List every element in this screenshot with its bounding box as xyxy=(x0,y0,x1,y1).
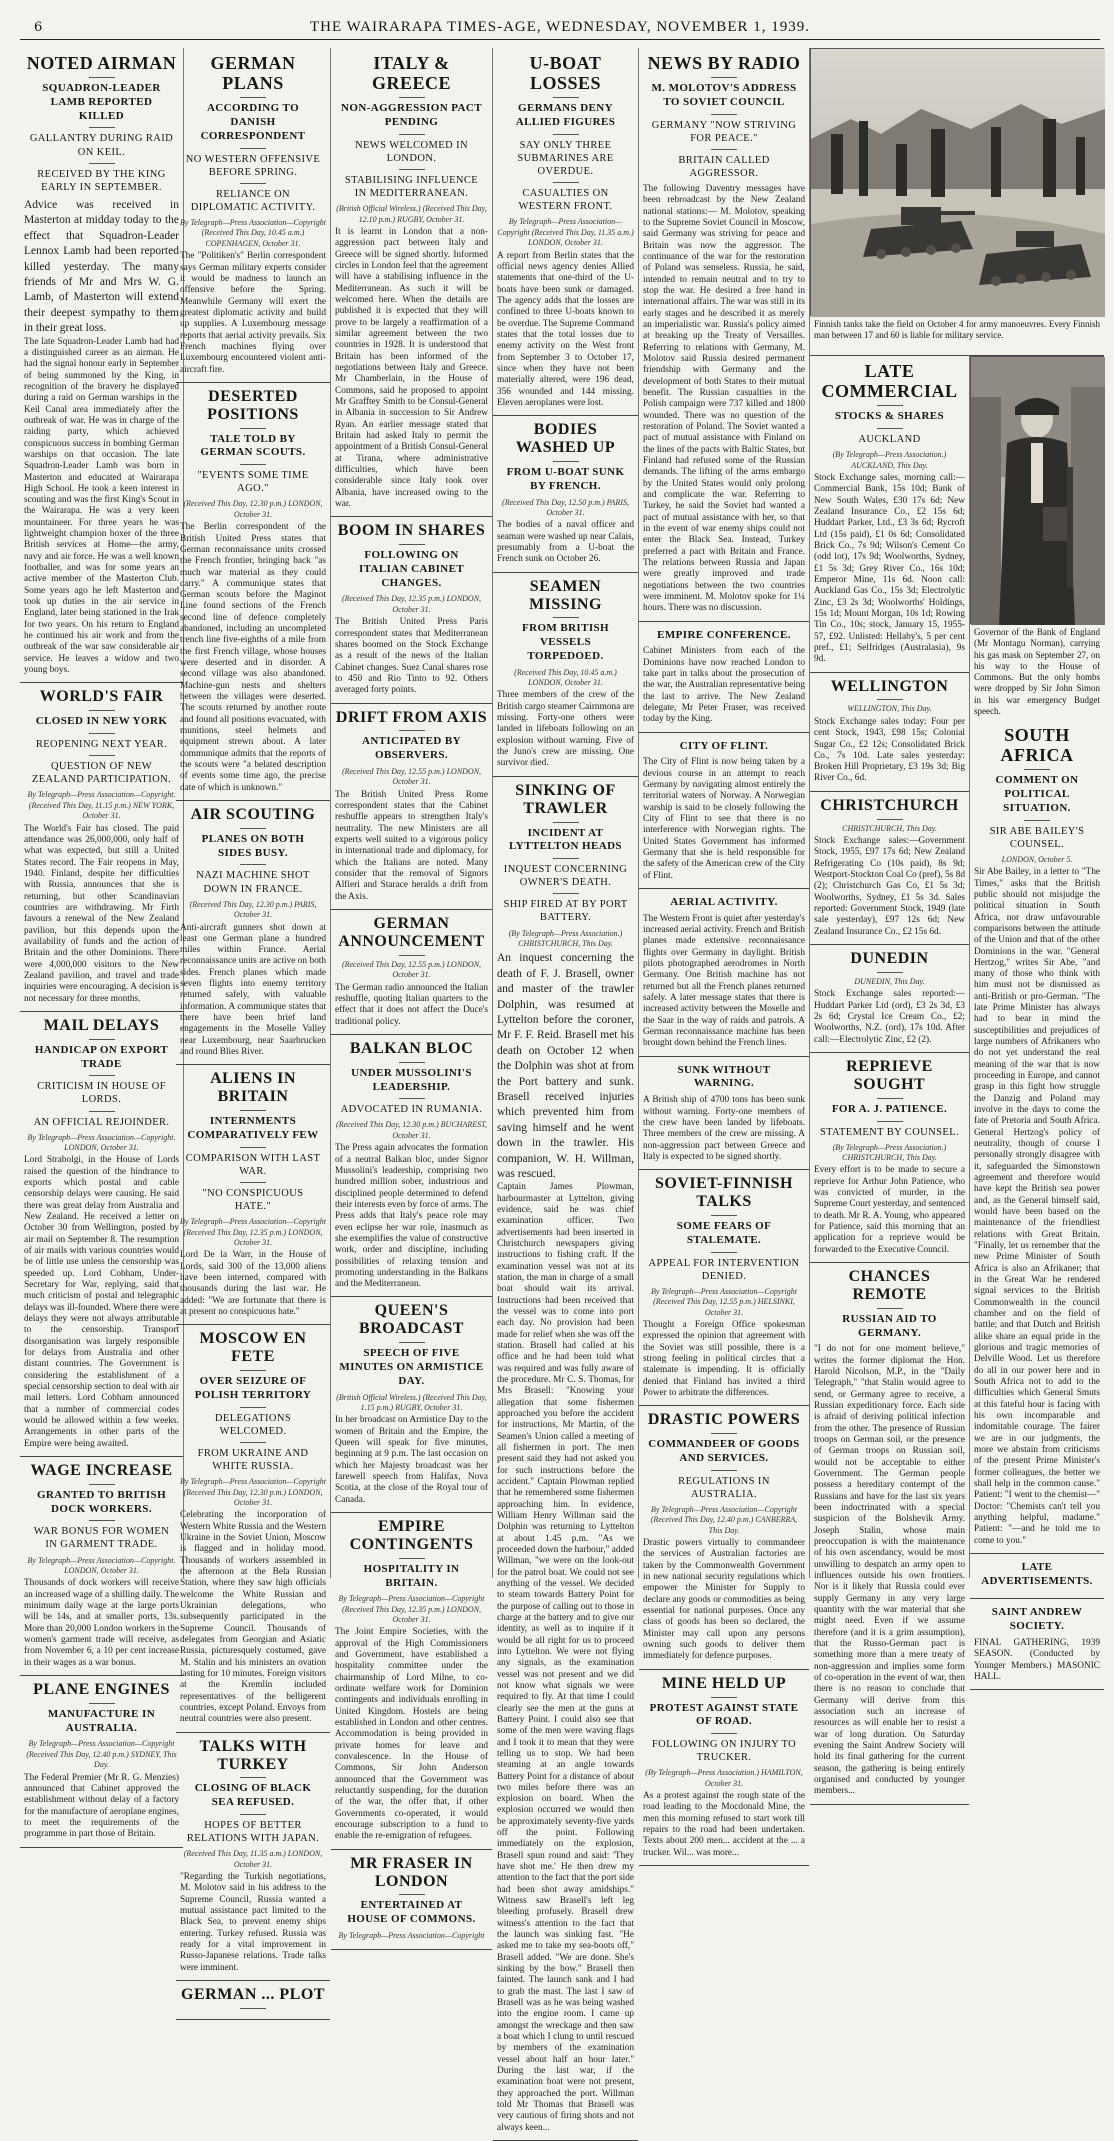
article-subheading: FOLLOWING ON ITALIAN CABINET CHANGES. xyxy=(358,549,465,589)
article xyxy=(20,1012,183,1457)
subhead-rule xyxy=(240,183,266,184)
article-headline: CHRISTCHURCH xyxy=(820,796,959,814)
article-body: Sir Abe Bailey, in a letter to "The Times," asks that the British public should not misjudge the political situation in South Africa, nor draw unfavourable comparisons between the attitude of the Union and that of the other Dominions in the war. "General Hertzog," writes Sir Abe, "and many of those who think with him must not be dismissed as anti-British or pro-German. "The late Prime Minister has always had to bear in mind the susceptibilities and prejudices of large numbers of Afrikaners who do not yet understand the real meaning of the war that is now proceeding in Europe, and cannot grasp in this fight how struggle the Danzig and Poland may involve in the days to come the fate of Pretoria and South Africa. General Hertzog's policy of neutrality, though of course I personally strongly disagree with it, safeguarded the Simonstown agreement and therefore would have kept the British sea power and, as the General himself said, would have been based on the maintenance of the friendliest relations with Great Britain. "Finally, let us remember that the new Prime Minister of South Africa is also an Afrikaner; that in the Great War he rendered signal services to the British Commonwealth in the council chamber and on the field of battle; and that Dutch and British alike share an equal pride in the glorious and tragic memories of Delville Wood. Let us therefore do all in our power here and in South Africa not to add to the difficulties which General Smuts at this fateful hour is facing with his own incomparable and indomitable courage. The fairer we are in our judgments, the more we abstain from criticisms of the present Prime Minister's former colleagues, the better we shall help in the common cause." Patient: "I went to the chemist—" Doctor: "Chemists can't tell you anything helpful, madame." Patient: "—and he told me to come to you." xyxy=(974,867,1100,1546)
article xyxy=(493,573,638,777)
article-subheading: COMMENT ON POLITICAL SITUATION. xyxy=(995,774,1079,814)
article xyxy=(176,383,330,801)
article xyxy=(639,1670,809,1866)
article-subheading: HANDICAP ON EXPORT TRADE xyxy=(34,1043,169,1070)
headline-rule xyxy=(399,1894,425,1895)
article-subheading: NO WESTERN OFFENSIVE BEFORE SPRING. xyxy=(185,153,321,178)
article-subheading: INQUEST CONCERNING OWNER'S DEATH. xyxy=(503,864,628,889)
subhead-rule xyxy=(89,1075,115,1076)
article-subheading: "EVENTS SOME TIME AGO." xyxy=(197,470,309,495)
article-subheading: CRITICISM IN HOUSE OF LORDS. xyxy=(37,1081,166,1106)
article-headline: AIR SCOUTING xyxy=(190,806,316,824)
article-subheading: "NO CONSPICUOUS HATE." xyxy=(202,1188,304,1213)
article xyxy=(493,48,638,416)
article-body: Every effort is to be made to secure a reprieve for Arthur John Patience, who was convicted of murder, in the Supreme Court yesterday, and sentenced to death. Mr R. A. Young, who appeared for Patience, said this morning that an application for a reprieve would be forwarded to the Executive Council. xyxy=(814,1165,965,1255)
article-subheading: FROM U-BOAT SUNK BY FRENCH. xyxy=(506,466,625,492)
article-headline: EMPIRE CONTINGENTS xyxy=(349,1517,474,1553)
article xyxy=(331,48,492,517)
article xyxy=(176,1065,330,1325)
headline-rule xyxy=(240,97,266,98)
masthead xyxy=(20,14,1100,40)
subhead-rule xyxy=(89,733,115,734)
subhead-rule xyxy=(711,114,737,115)
article-dateline: By Telegraph—Press Association—Copyright (Received This Day, 12.35 p.m.) LONDON, October 31. xyxy=(180,1217,326,1248)
montagu-norman-caption: Governor of the Bank of England (Mr Montagu Norman), carrying his gas mask on September 27, on his way to the House of Commons. But the only bombs were dropped by Sir John Simon in his war emergency Budget speech. xyxy=(974,627,1100,716)
article-subheading: STATEMENT BY COUNSEL. xyxy=(819,1126,960,1138)
headline-rule xyxy=(89,1703,115,1704)
article-headline: CHANCES REMOTE xyxy=(848,1268,931,1303)
subhead-rule xyxy=(89,755,115,756)
subhead-rule xyxy=(240,464,266,465)
article-headline: ALIENS IN BRITAIN xyxy=(210,1070,296,1106)
article-subheading: SIR ABE BAILEY'S COUNSEL. xyxy=(989,825,1085,850)
montagu-norman-photo xyxy=(970,356,1104,624)
subhead-rule xyxy=(89,127,115,128)
article-body: Thought a Foreign Office spokesman expressed the opinion that agreement with the Soviet was still possible, there is a strong feeling in political circles that a stalemate is impending. It is officially denied that Finland has invited a third Power to arbitrate the differences. xyxy=(643,1319,805,1398)
article xyxy=(176,48,330,383)
subhead-rule xyxy=(877,428,903,429)
column-3 xyxy=(331,48,493,1940)
column-7 xyxy=(970,355,1104,1682)
article-dateline: (Received This Day, 12.50 p.m.) PARIS, October 31. xyxy=(502,497,629,517)
article xyxy=(639,1057,809,1170)
article-subheading: INTERNMENTS COMPARATIVELY FEW xyxy=(187,1115,319,1141)
article xyxy=(970,1599,1104,1690)
article-subheading: SAY ONLY THREE SUBMARINES ARE OVERDUE. xyxy=(517,139,614,178)
headline-rule xyxy=(877,699,903,700)
article-body: Lord Strabolgi, in the House of Lords raised the question of the hindrance to exports which postal and cable censorship delays were causing. He said there was great delay from Australia and New Zealand. He received a letter on October 30 from Wellington, posted by air mail on September 8. The resumption of air mails with various countries would be of little use unless the censorship was speeded up. Lord Cobham, Under-Secretary for War, replying, said that much criticism of postal and telegraphic delays was ill-founded. Where there were delays they were not always attributable to the censorship. Transport disorganisation was largely responsible for delays from Australia and other distant countries. The Government is considering the establishment of a special censorship section to deal with air mail letters. Lord Cobham announced that a number of commercial codes would be allowed within a few weeks. Arrangements in other parts of the Empire were being awaited. xyxy=(24,1155,179,1449)
article-subheading: ADVOCATED IN RUMANIA. xyxy=(340,1104,483,1116)
article-headline: SOVIET-FINNISH TALKS xyxy=(654,1175,793,1211)
article-headline: SEAMEN MISSING xyxy=(529,577,602,613)
article-dateline: (Received This Day, 12.30 p.m.) LONDON, October 31. xyxy=(183,499,323,519)
article xyxy=(331,1035,492,1298)
article-headline: MOSCOW EN FETE xyxy=(199,1330,307,1366)
finnish-tanks-image xyxy=(811,49,1105,317)
headline-rule xyxy=(553,97,579,98)
headline-rule xyxy=(240,828,266,829)
article-body: The City of Flint is now being taken by a devious course in an attempt to reach Germany by navigating almost entirely the territorial waters of Norway. A Norwegian warship is said to be closely following the City of Flint to see that there is no interference with Norwegian rights. The United States Government has informed Germany that she is held responsible for the safety of the American crew of the City of Flint. xyxy=(643,757,805,881)
article-subheading: REGULATIONS IN AUSTRALIA. xyxy=(678,1475,770,1500)
article xyxy=(331,1850,492,1951)
article-body: The Western Front is quiet after yesterday's increased aerial activity. French and British planes made extensive reconnaissance flights over Germany in daylight. British pilots photographed aerodromes in North Germany. One British machine has not returned but all the French planes returned safely. A later message states that there is increased activity between the Moselle and the Saar in the way of raids and patrols. A German reconnaissance machine has been brought down behind the French lines. xyxy=(643,913,805,1049)
article-subheading: CLOSED IN NEW YORK xyxy=(35,715,168,728)
article-dateline: By Telegraph—Press Association—Copyright (Received This Day, 12.35 p.m.) LONDON, October 31. xyxy=(338,1594,485,1625)
article-headline: NOTED AIRMAN xyxy=(26,53,177,73)
page-number: 6 xyxy=(34,20,43,35)
article-headline: DRIFT FROM AXIS xyxy=(335,708,488,726)
article-dateline: By Telegraph—Press Association—Copyright (Received This Day, 12.40 p.m.) CANBERRA, This Day. xyxy=(650,1504,798,1535)
article xyxy=(176,1733,330,1981)
article-body: FINAL GATHERING, 1939 SEASON. (Conducted by Younger Members.) MASONIC HALL. xyxy=(974,1637,1100,1682)
article-subheading: GERMANY "NOW STRIVING FOR PEACE." xyxy=(651,119,797,144)
subhead-rule xyxy=(89,1520,115,1521)
article-subheading: SHIP FIRED AT BY PORT BATTERY. xyxy=(503,899,628,924)
article-subheading: PLANES ON BOTH SIDES BUSY. xyxy=(201,832,305,859)
article-body: Cabinet Ministers from each of the Dominions have now reached London to take part in talks about the prosecution of the war, the Australian representative being the last to arrive. The New Zealand delegate, Mr Peter Fraser, was received today by the King. xyxy=(643,646,805,725)
article-subheading: COMPARISON WITH LAST WAR. xyxy=(185,1152,321,1177)
article-subheading: STOCKS & SHARES xyxy=(834,410,945,423)
article xyxy=(810,1053,969,1263)
article-subheading: CASUALTIES ON WESTERN FRONT. xyxy=(518,188,613,213)
article xyxy=(493,777,638,2141)
top-photo-block xyxy=(810,48,1104,354)
article-dateline: By Telegraph—Press Association—Copyright xyxy=(338,1930,485,1940)
subhead-rule xyxy=(240,1182,266,1183)
article-subheading: FOR A. J. PATIENCE. xyxy=(831,1102,948,1115)
article-body: In her broadcast on Armistice Day to the women of Britain and the Empire, the Queen will speak for five minutes, beginning at 9 p.m. The last occasion on which her Majesty broadcast was her farewell speech from Halifax, Nova Scotia, at the close of the Royal tour of Canada. xyxy=(335,1415,488,1505)
headline-rule xyxy=(711,77,737,78)
headline-rule xyxy=(553,617,579,618)
article-body: The late Squadron-Leader Lamb had had a distinguished career as an airman. He had the signal honour early in September of being summoned by the King, in recognition of the bravery he displayed during a raid on German warships in the Keil Canal area immediately after the outbreak of war. He was in charge of the raiding party, which achieved conspicuous success in bombing German warships on that occasion. The late Squadron-Leader Lamb was born in Masterton and educated at Wairarapa High School. He took a keen interest in scouting and was the first King's Scout in the Wairarapa. He was a very keen mountaineer. For three years he was lightweight champion boxer of the three British services at Home—the army, navy and air force. He was a well known footballer, and was for some years an active member of the Masterton Club. Some years ago he left Masterton and took up duties in the air service in England, later being stationed in the Irak for two years. On his return to England he continued his air work and from the outbreak of the war saw considerable air service. He leaves a widow and two young boys. xyxy=(24,336,179,676)
headline-rule xyxy=(877,972,903,973)
article xyxy=(970,1554,1104,1600)
article-body: The British United Press Paris correspondent states that Mediterranean shares boomed on the Stock Exchange as a result of the news of the Italian Cabinet changes. Suez Canal shares rose to 450 and Rio Tinto to 92. Others averaged forty points. xyxy=(335,617,488,696)
article-dateline: (Received This Day, 12.55 p.m.) LONDON, October 31. xyxy=(341,959,482,980)
article-subheading: SUNK WITHOUT WARNING. xyxy=(677,1063,771,1090)
article-body: The World's Fair has closed. The paid attendance was 26,000,000, only half of what was expected, but still a United States record. The Fair reopens in May, 1940. Finland, despite her difficulties with Russia, announces that she is returning, but other Scandinavian countries are withdrawing. Mr Firth favours a renewal of the New Zealand pavilion, but this depends upon the availability of funds and the action of Britain and the other Dominions. There were 4,000,000 visitors to the New Zealand pavilion, and travel and trade inquiries were encouraging. A decision is not necessary for three months. xyxy=(24,823,179,1004)
subhead-rule xyxy=(553,858,579,859)
article-subheading: AERIAL ACTIVITY. xyxy=(670,896,778,909)
article xyxy=(493,416,638,572)
article-body: The following Daventry messages have been rebroadcast by the New Zealand national stations:— M. Molotov, speaking to the Supreme Soviet Council in Moscow, said Germany was striving for peace and Britain was now the aggressor. The continuance of the war for the restoration of Poland was senseless. Russia, he said, intended to remain neutral and to try to stop the war. He desired a free hand in international affairs. The war was still in its early stages and he described it as merely an imperialistic war. Russia's policy aimed at breaking up the Treaty of Versailles. Referring to relations with Germany, M. Molotov said Russia desired permanent friendship with Germany and the development of both States to their mutual benefit. The Russian casualties in the Polish campaign were 737 killed and 1800 wounded. There was no question of the restoration of Poland. The Soviet wanted a pact of mutual assistance with Finland on the lines of the pacts with Baltic States, but Finland had refused some of the Russian demands. The lifting of the arms embargo by the United States would only prolong and complicate the war. Referring to Turkey, he said the Soviet had wanted a pact of mutual assistance with her, so that in the event of war enemy ships could not enter the Black Sea. Instead, Turkey preferred a pact with Britain and France. The relations between Russia and Japan were greatly improved and trade negotiations between the two countries were imminent. M. Molotov spoke for 1¼ hours. There was no discussion. xyxy=(643,184,805,614)
article-body: Thousands of dock workers will receive an increased wage of a shilling daily. The minimum daily wage at the large ports will be 14s, and at smaller ports, 13s. More than 20,000 London workers in the women's garment trade will receive, as from November 6, a 10 per cent increase in their wages as a war bonus. xyxy=(24,1578,179,1668)
article-headline: QUEEN'S BROADCAST xyxy=(359,1302,464,1338)
headline-rule xyxy=(240,1370,266,1371)
article-dateline: By Telegraph—Press Association—Copyright (Received This Day, 10.45 a.m.) COPENHAGEN, October 31. xyxy=(180,218,326,248)
subhead-rule xyxy=(399,1098,425,1099)
finnish-tanks-photo xyxy=(810,48,1104,316)
article xyxy=(639,1170,809,1406)
article-subheading: RELIANCE ON DIPLOMATIC ACTIVITY. xyxy=(190,188,316,213)
headline-rule xyxy=(877,405,903,406)
subhead-rule xyxy=(877,1121,903,1122)
article-body: A British ship of 4700 tons has been sunk without warning. Forty-one members of the crew have been landed by lifeboats. Three members of the crew are missing. A non-aggression pact between Greece and Italy is expected to be signed shortly. xyxy=(643,1095,805,1162)
article-dateline: (Received This Day, 10.45 a.m.) LONDON, October 31. xyxy=(514,667,617,688)
article-subheading: AN OFFICIAL REJOINDER. xyxy=(33,1116,170,1128)
article-body: The Press again advocates the formation of a neutral Balkan bloc, under Signor Mussolini's leadership, comprising two hundred million sober, industrious and disciplined people determined to defend their interests even by force of arms. The Press adds that Italy's peace role may even eclipse her war role, inasmuch as she exemplifies the value of constructive work, order and discipline, including possibilities of relaxing tension and promoting understanding in the Balkans and the Mediterranean. xyxy=(335,1143,488,1290)
article-lead: Advice was received in Masterton at midday today to the effect that Squadron-Leader Lennox Lamb had been reported killed yesterday. The many friends of Mr and Mrs W. G. Lamb, of Masterton will extend their deepest sympathy to them in their great loss. xyxy=(24,198,179,335)
article-dateline: CHRISTCHURCH, This Day. xyxy=(842,823,937,833)
article-subheading: CLOSING OF BLACK SEA REFUSED. xyxy=(194,1782,312,1809)
article xyxy=(970,720,1104,1554)
column-6 xyxy=(810,355,970,1797)
article-subheading: CITY OF FLINT. xyxy=(679,739,769,752)
article-headline: NEWS BY RADIO xyxy=(647,53,801,73)
article-headline: GERMAN ... PLOT xyxy=(181,1985,325,2003)
article-subheading: MANUFACTURE IN AUSTRALIA. xyxy=(47,1707,156,1734)
article-dateline: (British Official Wireless.) (Received This Day, 1.15 p.m.) RUGBY, October 31. xyxy=(336,1392,487,1412)
article-body: Stock Exchange sales today: Four per cent Stock, 1943, £98 15s; Colonial Sugar Co., £2 12s; Consolidated Brick Co., 7s 10d. Late sales yesterday: Broken Hill Proprietary, £3 19s 3d; Big River Co., 6d. xyxy=(814,716,965,784)
article-dateline: By Telegraph—Press Association—Copyright. LONDON, October 31. xyxy=(27,1132,176,1153)
article-headline: WELLINGTON xyxy=(830,677,949,695)
subhead-rule xyxy=(240,1407,266,1408)
article-dateline: DUNEDIN, This Day. xyxy=(854,976,925,986)
headline-rule xyxy=(240,2008,266,2009)
article-body: Stock Exchange sales:—Government Stock, 1955, £97 17s 6d; New Zealand Refrigerating Co (10s paid), 8s 9d; Westport-Stockton Coal Co (pref), 5s 8d (2); Christchurch Gas Co, £1 5s 3d; Woolworths, Sydney, £1 5s 3d. Sales reported: Government Stock, 1949 (late sale yesterday), £97 12s 6d; New Zealand Insurance Co., £2 15s 6d. xyxy=(814,836,965,937)
article-dateline: By Telegraph—Press Association—Copyright. LONDON, October 31. xyxy=(27,1555,176,1575)
article-subheading: FROM BRITISH VESSELS TORPEDOED. xyxy=(521,622,609,662)
article-body: Stock Exchange sales reported:—Huddart Parker Ltd (ord), £3 2s 3d, £3 2s 6d; Crystal Ice Cream Co., £2; Woolworths, N.Z. (ord), 17s 10d. After call:—Electrolytic Zinc, £2 (2). xyxy=(814,989,965,1045)
article-subheading: M. MOLOTOV'S ADDRESS TO SOVIET COUNCIL xyxy=(651,82,797,108)
subhead-rule xyxy=(553,182,579,183)
article xyxy=(331,1513,492,1850)
article-headline: DESERTED POSITIONS xyxy=(207,387,299,423)
article-headline: SINKING OF TRAWLER xyxy=(515,781,616,817)
article-subheading: DELEGATIONS WELCOMED. xyxy=(214,1412,292,1437)
article-dateline: (By Telegraph—Press Association.) AUCKLAND, This Day. xyxy=(832,450,947,470)
article-headline: BODIES WASHED UP xyxy=(515,421,616,457)
article-subheading: HOSPITALITY IN BRITAIN. xyxy=(363,1562,460,1589)
column-2 xyxy=(176,48,331,2003)
subhead-rule xyxy=(399,169,425,170)
article-subheading: RECEIVED BY THE KING EARLY IN SEPTEMBER. xyxy=(37,168,166,193)
article-headline: U-BOAT LOSSES xyxy=(529,53,602,94)
subhead-rule xyxy=(240,148,266,149)
article-dateline: By Telegraph—Press Association—Copyright (Received This Day, 12.30 p.m.) LONDON, October 31. xyxy=(180,1477,326,1507)
article-body: The "Politiken's" Berlin correspondent says German military experts consider it would be madness to launch an offensive before the Spring. Meanwhile Germany will exert the greatest diplomatic activity and build up supplies. A Luxembourg message reports that aerial activity prevails. Six French machines flying over Luxembourg encountered violent anti-aircraft fire. xyxy=(180,251,326,375)
article-headline: DRASTIC POWERS xyxy=(647,1411,801,1429)
headline-rule xyxy=(399,544,425,545)
article-headline: WORLD'S FAIR xyxy=(39,688,164,706)
headline-rule xyxy=(399,1558,425,1559)
article-headline: GERMAN ANNOUNCEMENT xyxy=(338,915,485,950)
article xyxy=(810,792,969,945)
subhead-rule xyxy=(240,864,266,865)
article-subheading: SPEECH OF FIVE MINUTES ON ARMISTICE DAY. xyxy=(339,1347,484,1387)
article xyxy=(331,1297,492,1512)
article-body: The bodies of a naval officer and seaman were washed up near Calais, presumably from a U-boat the French sunk on October 26. xyxy=(497,520,634,565)
article-body: As a protest against the rough state of the road leading to the Mocdonald Mine, the men this morning refused to start work till repairs to the road had been undertaken. Texts about 200 men... accident at the ... a trucker. Wil... was more... xyxy=(643,1791,805,1858)
subhead-rule xyxy=(711,1733,737,1734)
article xyxy=(639,733,809,889)
column-1 xyxy=(20,48,184,1840)
article-body: It is learnt in London that a non-aggression pact between Italy and Greece will be signed shortly. Informed circles in London feel that the agreement will have a stabilising influence in the Mediterranean. As such it will be welcomed here. When the details are published it is expected that they will prove to be largely a reaffirmation of a similar agreement between the two countries in 1928. It is understood that Britain has been informed of the negotiations between Italy and Greece. Mr Chamberlain, in the House of Commons, said he proposed to appoint Mr Grafftey Smith to be Consul-General in Albania in succession to Sir Andrew Ryan. An earlier message stated that Britain had asked Italy to permit the appointment of a British Consul-General at Tirana, where administrative difficulties, which have been considerable since Italy took over Albania, have increased owing to the war. xyxy=(335,227,488,509)
headline-rule xyxy=(877,1308,903,1309)
article xyxy=(20,1676,183,1848)
article-subheading: ENTERTAINED AT HOUSE OF COMMONS. xyxy=(347,1899,476,1926)
subhead-rule xyxy=(89,1111,115,1112)
headline-rule xyxy=(89,77,115,78)
headline-rule xyxy=(240,428,266,429)
article-headline: ITALY & GREECE xyxy=(371,53,452,94)
article-subheading: QUESTION OF NEW ZEALAND PARTICIPATION. xyxy=(31,761,172,786)
article-body: A report from Berlin states that the official news agency denies Allied statements that one-third of the U-boats have been sunk or damaged. The agency adds that the losses are confined to three U-boats known to be overdue. The Supreme Command states that the total losses due to enemy activity on the West front from September 3 to October 17, since when they have not been materially altered, were 196 dead, 356 wounded and 144 missing. Eleven aeroplanes were lost. xyxy=(497,250,634,408)
article-subheading: INCIDENT AT LYTTELTON HEADS xyxy=(509,826,622,853)
subhead-rule xyxy=(89,163,115,164)
article xyxy=(331,704,492,910)
column-5 xyxy=(639,48,810,1858)
article-body: The Federal Premier (Mr R. G. Menzies) announced that Cabinet approved the establishment without delay of a factory for the manufacture of aeroplane engines, to meet the requirements of the programme in part those of Britain. xyxy=(24,1772,179,1840)
article xyxy=(176,801,330,1065)
article-subheading: COMMANDEER OF GOODS AND SERVICES. xyxy=(648,1438,800,1464)
subhead-rule xyxy=(711,149,737,150)
article-body: The Berlin correspondent of the British United Press states that German reconnaissance units crossed the French frontier, bringing back "as much war material as they could carry." A communique states that German scouts before the Maginot Line found sections of the French second line of defence completely abandoned, including an uncompleted trench line five-eighths of a mile from the first French village, whose houses were deserted and in disorder. A second village was also abandoned. Machine-gun nests and shelters between the villages were deserted. The scouts returned by another route and found all positions evacuated, with munitions, steel helmets and equipment strewn about. A later communique admits that the reports of the scouts were "a belated description of events some time ago, the precise date of which is unknown." xyxy=(180,522,326,793)
article-subheading: RUSSIAN AID TO GERMANY. xyxy=(842,1312,937,1339)
article xyxy=(331,517,492,703)
newspaper-title: THE WAIRARAPA TIMES-AGE, WEDNESDAY, NOVEMBER 1, 1939. xyxy=(310,19,810,35)
article-body: "I do not for one moment believe," writes the former diplomat the Hon. Harold Nicolson, M.P., in the "Daily Telegraph," "that Stalin would agree to send, or Germany agree to receive, a Russian expeditionary force. Each side is afraid of deriving political infection from the other. The presence of Russian troops on German soil, or the presence of German troops on Russian soil, would not be acceptable to either Government. The German people possess a hereditary contempt of the Russians and have for the last six years been indoctrinated with a special suspicion of the Bolshevik Army. Joseph Stalin, whose main preoccupation is with the maintenance of his own ascendancy, would be most unwilling to despatch an army open to influences outside his own frontiers. Nor is it likely that Russia could ever supply Germany in any very large quantity with the war material that she might need. Even if we assume therefore (and it is a grim assumption), that the Russo-German pact is something more than a mere treaty of non-aggression and implies some form of co-operation in the event of war, then there is no reason to conclude that Germany will derive from this association such an increase of resources as will enable her to resist a war of long duration. On Saturday evening the Saint Andrew Society will hold its final gathering for the current season, the gathering is being entirely organised and conducted by younger members... xyxy=(814,1344,965,1797)
montagu-norman-image xyxy=(971,357,1105,625)
article-subheading: AUCKLAND xyxy=(858,434,921,446)
article-subheading: ANTICIPATED BY OBSERVERS. xyxy=(361,735,461,762)
article-subheading: UNDER MUSSOLINI'S LEADERSHIP. xyxy=(351,1066,472,1093)
article-subheading: SOME FEARS OF STALEMATE. xyxy=(676,1220,772,1246)
article-subheading: OVER SEIZURE OF POLISH TERRITORY xyxy=(194,1375,312,1401)
article-subheading: FROM UKRAINE AND WHITE RUSSIA. xyxy=(197,1447,309,1473)
headline-rule xyxy=(553,461,579,462)
headline-rule xyxy=(240,1110,266,1111)
article xyxy=(639,48,809,622)
article-dateline: (By Telegraph—Press Association.) HAMILTON, October 31. xyxy=(645,1768,803,1788)
article-dateline: (Received This Day, 12.55 p.m.) LONDON, October 31. xyxy=(341,766,482,787)
article xyxy=(810,673,969,792)
article-headline: MAIL DELAYS xyxy=(43,1016,160,1034)
subhead-rule xyxy=(399,134,425,135)
article-dateline: By Telegraph—Press Association—Copyright (Received This Day, 12.40 p.m.) SYDNEY, This Day. xyxy=(26,1739,177,1770)
article-dateline: By Telegraph—Press Association—Copyright. (Received This Day, 11.15 p.m.) NEW YORK, October 31. xyxy=(27,790,176,821)
article-subheading: GERMANS DENY ALLIED FIGURES xyxy=(515,102,616,129)
article-headline: LATE COMMERCIAL xyxy=(821,361,958,402)
headline-rule xyxy=(711,1697,737,1698)
headline-rule xyxy=(877,1098,903,1099)
article-subheading: NON-AGGRESSION PACT PENDING xyxy=(341,102,482,129)
article-subheading: STABILISING INFLUENCE IN MEDITERRANEAN. xyxy=(344,175,479,200)
article-subheading: WAR BONUS FOR WOMEN IN GARMENT TRADE. xyxy=(33,1526,170,1551)
article-subheading: PROTEST AGAINST STATE OF ROAD. xyxy=(649,1701,799,1728)
article-dateline: (British Official Wireless.) (Received This Day, 12.10 p.m.) RUGBY, October 31. xyxy=(336,204,487,224)
article xyxy=(810,356,969,673)
headline-rule xyxy=(399,955,425,956)
article-subheading: SQUADRON-LEADER LAMB REPORTED KILLED xyxy=(42,82,161,122)
article xyxy=(331,910,492,1035)
article-dateline: (By Telegraph—Press Association.) CHRISTCHURCH, This Day. xyxy=(508,928,623,948)
article-body: Celebrating the incorporation of Western White Russia and the Western Ukraine in the Soviet Union, Moscow is flagged and in holiday mood. Thousands of workers assembled in the afternoon at the Bela Russian Station, where they saw high officials welcome the White Russian and Ukrainian delegations, who subsequently participated in the Supreme Council. Thousands of delegates from Georgian and Asiatic Russia, picturesquely costumed, gave M. Stalin and his ministers an ovation lasting for 10 minutes. Foreign visitors at the Kremlin included representatives of the belligerent countries, except Poland. Envoys from neutral countries were also present. xyxy=(180,1510,326,1725)
article-dateline: (Received This Day, 12.30 p.m.) BUCHAREST, October 31. xyxy=(336,1120,487,1140)
article xyxy=(639,1406,809,1669)
article-headline: GERMAN PLANS xyxy=(210,53,296,94)
article-headline: DUNEDIN xyxy=(850,950,929,968)
article-headline: SOUTH AFRICA xyxy=(1000,725,1074,766)
headline-rule xyxy=(89,1484,115,1485)
article xyxy=(639,889,809,1057)
subhead-rule xyxy=(711,1470,737,1471)
article-headline: WAGE INCREASE xyxy=(30,1461,173,1479)
article-body: Drastic powers virtually to commandeer the services of Australian factories are taken by the Commonwealth Government in new national security regulations which empower the Minister for Supply to declare any goods or commodities as being essential for national purposes. Once any class of goods has been so declared, the Minister may call upon any persons owning such goods to deliver them immediately for defence purposes. xyxy=(643,1538,805,1662)
headline-rule xyxy=(553,822,579,823)
article-subheading: EMPIRE CONFERENCE. xyxy=(657,628,791,641)
article-dateline: (By Telegraph—Press Association.) CHRISTCHURCH, This Day. xyxy=(832,1142,947,1163)
article-dateline: By Telegraph—Press Association—Copyright (Received This Day, 12.55 p.m.) HELSINKI, October 31. xyxy=(651,1286,797,1317)
subhead-rule xyxy=(240,1147,266,1148)
headline-rule xyxy=(399,97,425,98)
headline-rule xyxy=(711,1215,737,1216)
article-dateline: WELLINGTON, This Day. xyxy=(847,704,932,714)
article xyxy=(176,1325,330,1732)
article-body: Lord De la Warr, in the House of Lords, said 300 of the 13,000 aliens have been interned, compared with thousands during the last war. He added: "We are fortunate that there is at present no conspicuous hate." xyxy=(180,1250,326,1318)
finnish-tanks-caption: Finnish tanks take the field on October 4 for army manoeuvres. Every Finnish man between 17 and 60 is liable for military service. xyxy=(814,319,1100,341)
article-dateline: By Telegraph—Press Association—Copyright (Received This Day, 11.35 a.m.) LONDON, October 31. xyxy=(497,217,634,248)
headline-rule xyxy=(240,1777,266,1778)
subhead-rule xyxy=(240,1814,266,1815)
headline-rule xyxy=(399,1062,425,1063)
article-subheading: SAINT ANDREW SOCIETY. xyxy=(991,1606,1083,1633)
column-4 xyxy=(493,48,639,2133)
headline-rule xyxy=(89,710,115,711)
subhead-rule xyxy=(553,893,579,894)
article xyxy=(20,48,183,683)
article-headline: PLANE ENGINES xyxy=(33,1681,170,1699)
article-subheading: REOPENING NEXT YEAR. xyxy=(35,739,168,751)
headline-rule xyxy=(877,819,903,820)
article-subheading: TALE TOLD BY GERMAN SCOUTS. xyxy=(200,432,306,459)
article-body: Captain James Plowman, harbourmaster at Lyttelton, giving evidence, said he was chief examination officer. Two advertisements had been inserted in Christchurch newspapers giving instructions to fishing craft. If the examination vessel was not at its station, the man in charge of a small boat should wait its arrival. Instructions had been received that the vessel was to come into port each day. No provision had been made for relief when she was off the station. Brasell had called at his office and he had been told what was required and was fully aware of the procedure. Mr C. S. Thomas, for Mrs Brasell: "Knowing your allegation that some fishermen approached you before the accident for instructions, Mr Martin, of the Seamen's Union called a meeting of all fishermen in port. The men present said they had not asked you for such instructions before the accident." Captain Plowman replied that he remembered some fishermen approaching him. In evidence, William Henry Willman said the Dolphin was returning to Lyttelton at about 1.45 p.m. "As we proceeded down the harbour," added Willman, "we were on the look-out for the patrol boat. We could not see anything of the vessel. We decided to steam towards Battery Point for the purpose of calling out to those in charge at the battery and to give our identity, as well as to inquire if it would be all right for us to proceed into Lyttelton. We were not flying any signals, as the examination vessel was not present and we did not know what signals we were required to fly. At that time I could clearly see the men at the guns at Battery Point. I could also see that some of the men were waving flags and I took it to mean that they were telling us to stop. We had been steaming at an angle towards Battery Point for a distance of about two miles before there was an explosion on board. When the explosion occurred we would then be approximately seventy-five yards off the point. Following immediately on the explosion, Brasell spun round and said: 'They have shot me.' He then drew my attention to the fact that the port side had been shot away amidships." Witness saw Brasell's left leg bleeding profusely. Brasell drew witness's attention to the fact that the launch was sinking fast. "He asked me to take my sea-boots off," Brasell added. "We are done. She's sinking by the bow." Brasell then fainted. The launch sank and I had to grab the mast. The last I saw of Brasell was as he was being washed into the engine room. I came up amongst the wreckage and then saw a boat which I clung to until rescued by members of the examination vessel about half an hour later." During the last war, if the examination boat were not present, they approached the port. Willman told Mr Thomas that Brasell was very cautious of firing shots and not always keen... xyxy=(497,1182,634,2133)
headline-rule xyxy=(399,730,425,731)
headline-rule xyxy=(399,1342,425,1343)
article xyxy=(20,683,183,1011)
article-body: The Joint Empire Societies, with the approval of the High Commissioners and Government, have established a hospitality committee under the chairmanship of Lord Milne, to co-ordinate welfare work for Dominion contingents and individuals enrolling in United Kingdom. Hostels are being established in London and other centres. Accommodation is being provided in private homes for leave and convalescence. In the House of Commons, Sir John Anderson announced that the Government was reluctantly suspending, for the duration of the war, the offer that, if other Governments co-operated, it would encourage subscription to a fund to enable the re-emigration of refugees. xyxy=(335,1627,488,1842)
article-dateline: (Received This Day, 11.35 a.m.) LONDON, October 31. xyxy=(183,1849,323,1869)
article-headline: MR FRASER IN LONDON xyxy=(350,1854,473,1890)
article-body: Anti-aircraft gunners shot down at least one German plane a hundred miles within France. Aerial reconnaissance units are active on both sides. French planes which made seven flights into enemy territory returned safely, with valuable information. A communique states that there have been brief land engagements in the Moselle Valley near Luxembourg, near Saarbrucken and round Blies River. xyxy=(180,922,326,1058)
article-headline: BOOM IN SHARES xyxy=(337,522,486,540)
article-dateline: (Received This Day, 12.35 p.m.) LONDON, October 31. xyxy=(341,594,482,614)
article xyxy=(810,1263,969,1804)
article xyxy=(20,1457,183,1676)
subhead-rule xyxy=(711,1252,737,1253)
headline-rule xyxy=(711,1433,737,1434)
article-body: The German radio announced the Italian reshuffle, quoting Italian quarters to the effect that it does not affect the Duce's traditional policy. xyxy=(335,982,488,1027)
article-dateline: (Received This Day, 12.30 p.m.) PARIS, October 31. xyxy=(189,899,317,920)
article-subheading: LATE ADVERTISEMENTS. xyxy=(981,1560,1093,1587)
article-headline: MINE HELD UP xyxy=(661,1674,787,1692)
article-body: Stock Exchange sales, morning call:—Commercial Bank, 15s 10d; Bank of New South Wales, £30 17s 6d; New Zealand Insurance Co., £2 15s 6d; Huddart Parker, Ltd., £3 3s 6d; Rycroft Ltd (15s paid), £1 0s 6d; Consolidated Brick Co., 7s 9d; Wilson's Cement Co (odd lot), 17s 9d; Woolworths, Sydney, £1 5s 3d; Grey River Co., 16s 10d; Emperor Mine, 11s 6d. Noon call: Auckland Gas Co., 15s 3d; Electrolytic Zinc, £3 2s 3d; Woolworths' Holdings, 15s 1d; Mount Morgan, 10s 1d; Rowing Tin Co., 10s; stock, January 15, 1955-57, £92. Unlisted: Hellaby's, 5 per cent pref., £1; Selfridges (Australasia), 9s 9d. xyxy=(814,472,965,665)
article-headline: REPRIEVE SOUGHT xyxy=(846,1058,933,1093)
article xyxy=(639,622,809,733)
subhead-rule xyxy=(240,1442,266,1443)
article-subheading: GRANTED TO BRITISH DOCK WORKERS. xyxy=(36,1488,167,1515)
subhead-rule xyxy=(553,134,579,135)
article-dateline: LONDON, October 5. xyxy=(1001,854,1073,864)
article-body: "Regarding the Turkish negotiations, M. Molotov said in his address to the Supreme Council, Russia wanted a mutual assistance pact limited to the Black Sea, to prevent enemy ships entering. Turkey refused. Russia was ready for a vital improvement in Russo-Japanese relations. Trade talks were imminent. xyxy=(180,1871,326,1973)
article-subheading: GALLANTRY DURING RAID ON KEIL. xyxy=(29,133,174,158)
article-subheading: BRITAIN CALLED AGGRESSOR. xyxy=(678,154,770,180)
article-subheading: NEWS WELCOMED IN LONDON. xyxy=(355,139,468,164)
subhead-rule xyxy=(1024,820,1050,821)
article-subheading: FOLLOWING ON INJURY TO TRUCKER. xyxy=(651,1739,797,1764)
article-headline: TALKS WITH TURKEY xyxy=(199,1737,307,1773)
article-subheading: HOPES OF BETTER RELATIONS WITH JAPAN. xyxy=(186,1819,320,1845)
article-subheading: NAZI MACHINE SHOT DOWN IN FRANCE. xyxy=(196,870,310,895)
headline-rule xyxy=(1024,769,1050,770)
column-7-articles xyxy=(970,720,1104,1690)
article-subheading: ACCORDING TO DANISH CORRESPONDENT xyxy=(200,102,306,142)
headline-rule xyxy=(89,1039,115,1040)
article xyxy=(810,945,969,1053)
article-body: The British United Press Rome correspondent states that the Cabinet reshuffle appears to strengthen Italy's neutrality. The new Ministers are all experts well suited to a vigorous policy in international trade and diplomacy, for which the Italians are noted. Many consider that the removal of Signors Alfieri and Starace heralds a drift from the Axis. xyxy=(335,789,488,902)
article-headline: BALKAN BLOC xyxy=(349,1039,474,1057)
article-subheading: APPEAL FOR INTERVENTION DENIED. xyxy=(648,1257,800,1282)
article-lead: An inquest concerning the death of F. J. Brasell, owner and master of the trawler Dolphin, was resumed at Lyttelton before the coroner, Mr F. F. Reid. Brasell met his death on October 12 when the Dolphin was shot at from the Port battery and sunk. Brasell received injuries which prevented him from saving himself and he went down in the trawler. His companion, W. H. Willman, was rescued. xyxy=(497,952,634,1181)
article xyxy=(176,1981,330,2020)
article-body: Three members of the crew of the British cargo steamer Cairnmona are missing. Forty-one others were landed in lifeboats following on an explosion without warning. Five of the Juno's crew are missing. One survivor died. xyxy=(497,690,634,769)
